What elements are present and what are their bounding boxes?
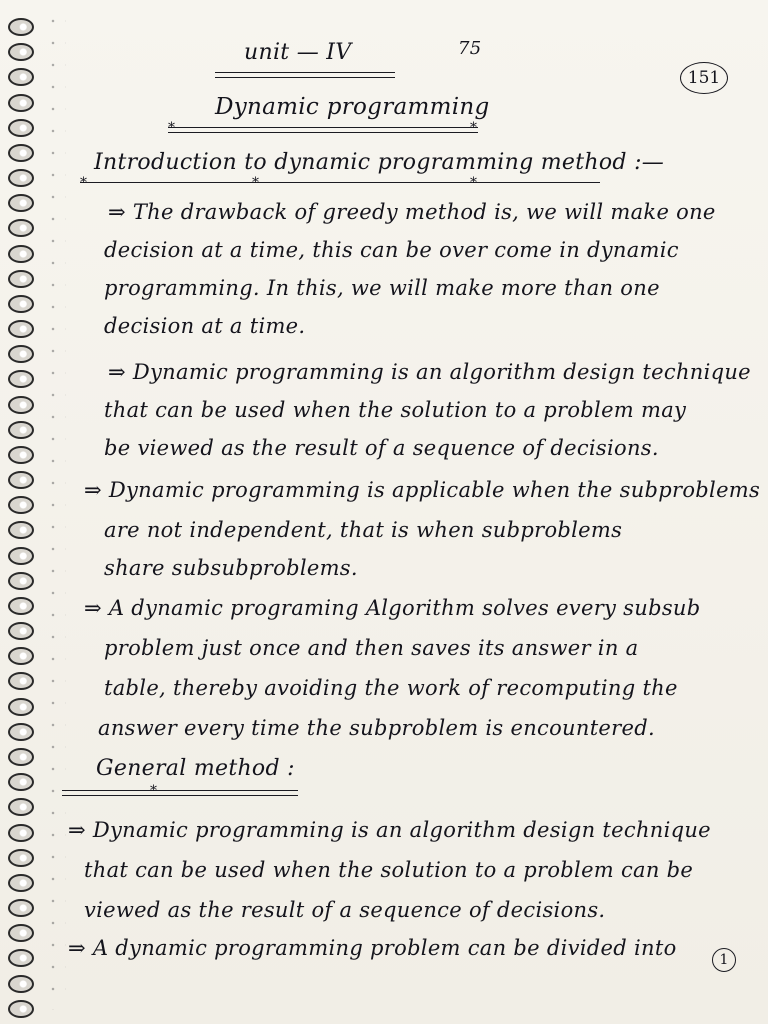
star-mark: * (80, 175, 87, 191)
note-line: decision at a time. (104, 314, 306, 338)
note-line: share subsubproblems. (104, 556, 358, 580)
page-number-circled: 151 (680, 62, 728, 94)
note-line: that can be used when the solution to a problem can be (84, 858, 694, 882)
star-mark: * (470, 175, 477, 191)
note-line: ⇒ A dynamic programming problem can be divided into (68, 936, 677, 960)
star-mark: * (168, 120, 175, 136)
star-mark: * (470, 120, 477, 136)
note-line: decision at a time, this can be over come in dynamic (104, 238, 679, 262)
page-number-small: 75 (458, 38, 482, 59)
note-line: viewed as the result of a sequence of decisions. (84, 898, 606, 922)
note-line: answer every time the subproblem is encountered. (98, 716, 655, 740)
note-line: that can be used when the solution to a problem may (104, 398, 687, 422)
note-line: ⇒ Dynamic programming is an algorithm design technique (108, 360, 751, 384)
note-line: ⇒ Dynamic programming is an algorithm design technique (68, 818, 711, 842)
unit-underline (215, 72, 395, 78)
section-heading: Introduction to dynamic programming method :— (94, 150, 665, 175)
title-underline (168, 127, 478, 133)
note-line: table, thereby avoiding the work of recomputing the (104, 676, 678, 700)
note-line: programming. In this, we will make more than one (104, 276, 660, 300)
note-line: problem just once and then saves its answer in a (104, 636, 639, 660)
note-line: be viewed as the result of a sequence of decisions. (104, 436, 659, 460)
note-line: ⇒ A dynamic programing Algorithm solves every subsub (84, 596, 701, 620)
page-marker: 1 (712, 948, 736, 972)
star-mark: * (252, 175, 259, 191)
star-mark: * (150, 783, 157, 799)
section-heading: General method : (96, 756, 295, 781)
note-line: ⇒ Dynamic programming is applicable when the subproblems (84, 478, 761, 502)
unit-label: unit — IV (244, 40, 352, 65)
note-line: ⇒ The drawback of greedy method is, we will make one (108, 200, 716, 224)
section-heading-underline (80, 182, 600, 183)
page-title: Dynamic programming (215, 94, 490, 120)
note-line: are not independent, that is when subproblems (104, 518, 623, 542)
section-heading-underline (62, 790, 298, 796)
